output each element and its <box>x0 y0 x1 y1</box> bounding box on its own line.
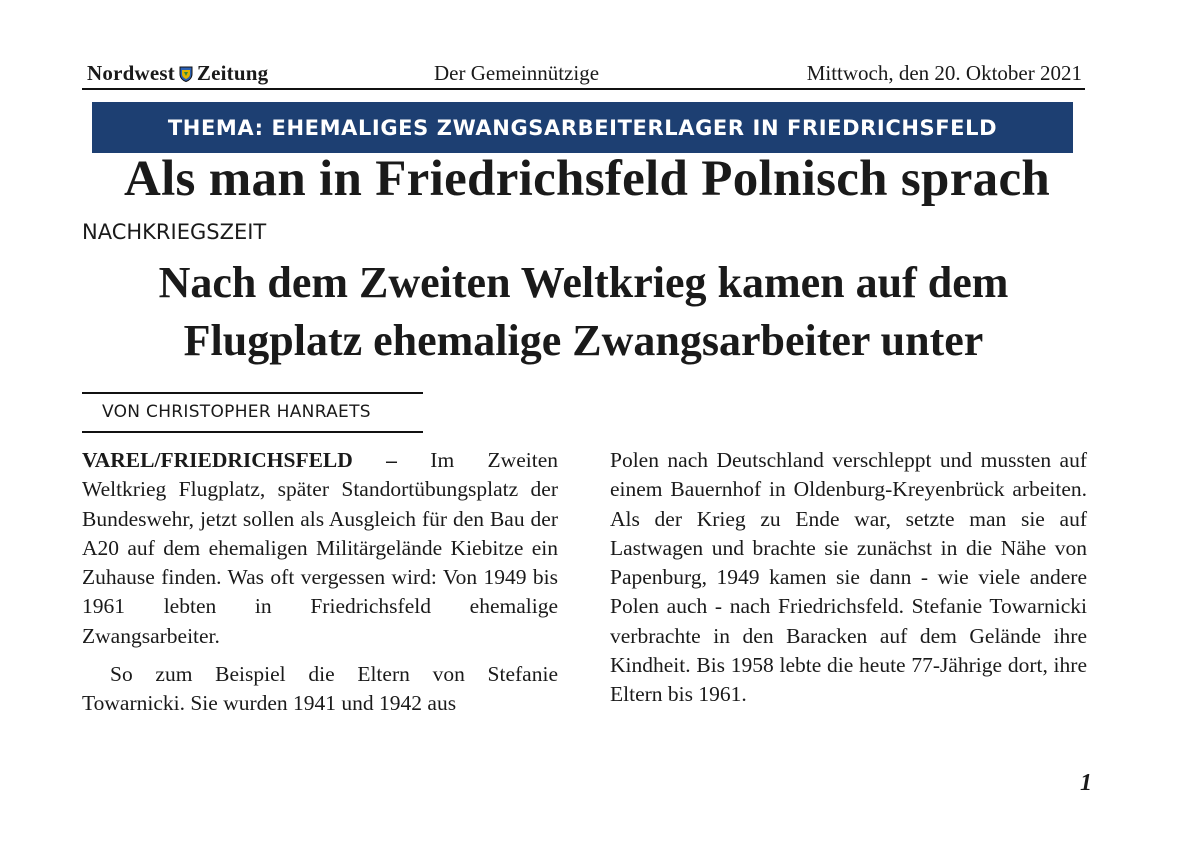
coat-of-arms-icon <box>179 66 193 82</box>
article-column-right <box>610 446 1087 710</box>
subheadline: Nach dem Zweiten Weltkrieg kamen auf dem Flugplatz ehemalige Zwangsarbeiter unter <box>158 258 1009 365</box>
byline-divider-bottom <box>82 431 423 433</box>
kicker: NACHKRIEGSZEIT <box>82 220 267 244</box>
page-number: 1 <box>1080 770 1092 796</box>
article-paragraph <box>82 446 558 651</box>
byline: VON CHRISTOPHER HANRAETS <box>102 402 371 422</box>
newspaper-logo <box>87 61 268 86</box>
headline: Als man in Friedrichsfeld Polnisch sprach <box>123 151 1051 207</box>
paragraph-text: Im Zweiten Weltkrieg Flugplatz, später Standortübungsplatz der Bundeswehr, jetzt sollen als Ausgleich für den Bau der A20 auf dem ehemaligen Militärgelände Kiebitze ein Zuhause finden. Was oft vergessen wird: Von 1949 bis 1961 lebten in Friedrichsfeld ehemalige Zwangsarbeiter. <box>82 448 558 648</box>
byline-divider-top <box>82 392 423 394</box>
article-column-left <box>82 446 558 719</box>
logo-text-right: Zeitung <box>196 61 269 85</box>
dateline: VAREL/FRIEDRICHSFELD – <box>82 448 397 472</box>
logo-text-left: Nordwest <box>87 61 175 85</box>
article-paragraph: Polen nach Deutschland verschleppt und mussten auf einem Bauernhof in Oldenburg-Kreyenbrück arbeiten. Als der Krieg zu Ende war, setzte man sie auf Lastwagen und brachte sie zunächst in die Nähe von Papenburg, 1949 kamen sie dann - wie viele andere Polen auch - nach Friedrichsfeld. Stefanie Towarnicki verbrachte in den Baracken auf dem Gelände ihre Kindheit. Bis 1958 lebte die heute 77-Jährige dort, ihre Eltern bis 1961. <box>610 448 1087 707</box>
article-paragraph: So zum Beispiel die Eltern von Stefanie Towarnicki. Sie wurden 1941 und 1942 aus <box>82 662 558 716</box>
topic-banner: THEMA: EHEMALIGES ZWANGSARBEITERLAGER IN FRIEDRICHSFELD <box>92 102 1073 153</box>
supplement-title: Der Gemeinnützige <box>434 61 600 85</box>
masthead <box>82 58 1085 90</box>
issue-date: Mittwoch, den 20. Oktober 2021 <box>806 61 1082 85</box>
